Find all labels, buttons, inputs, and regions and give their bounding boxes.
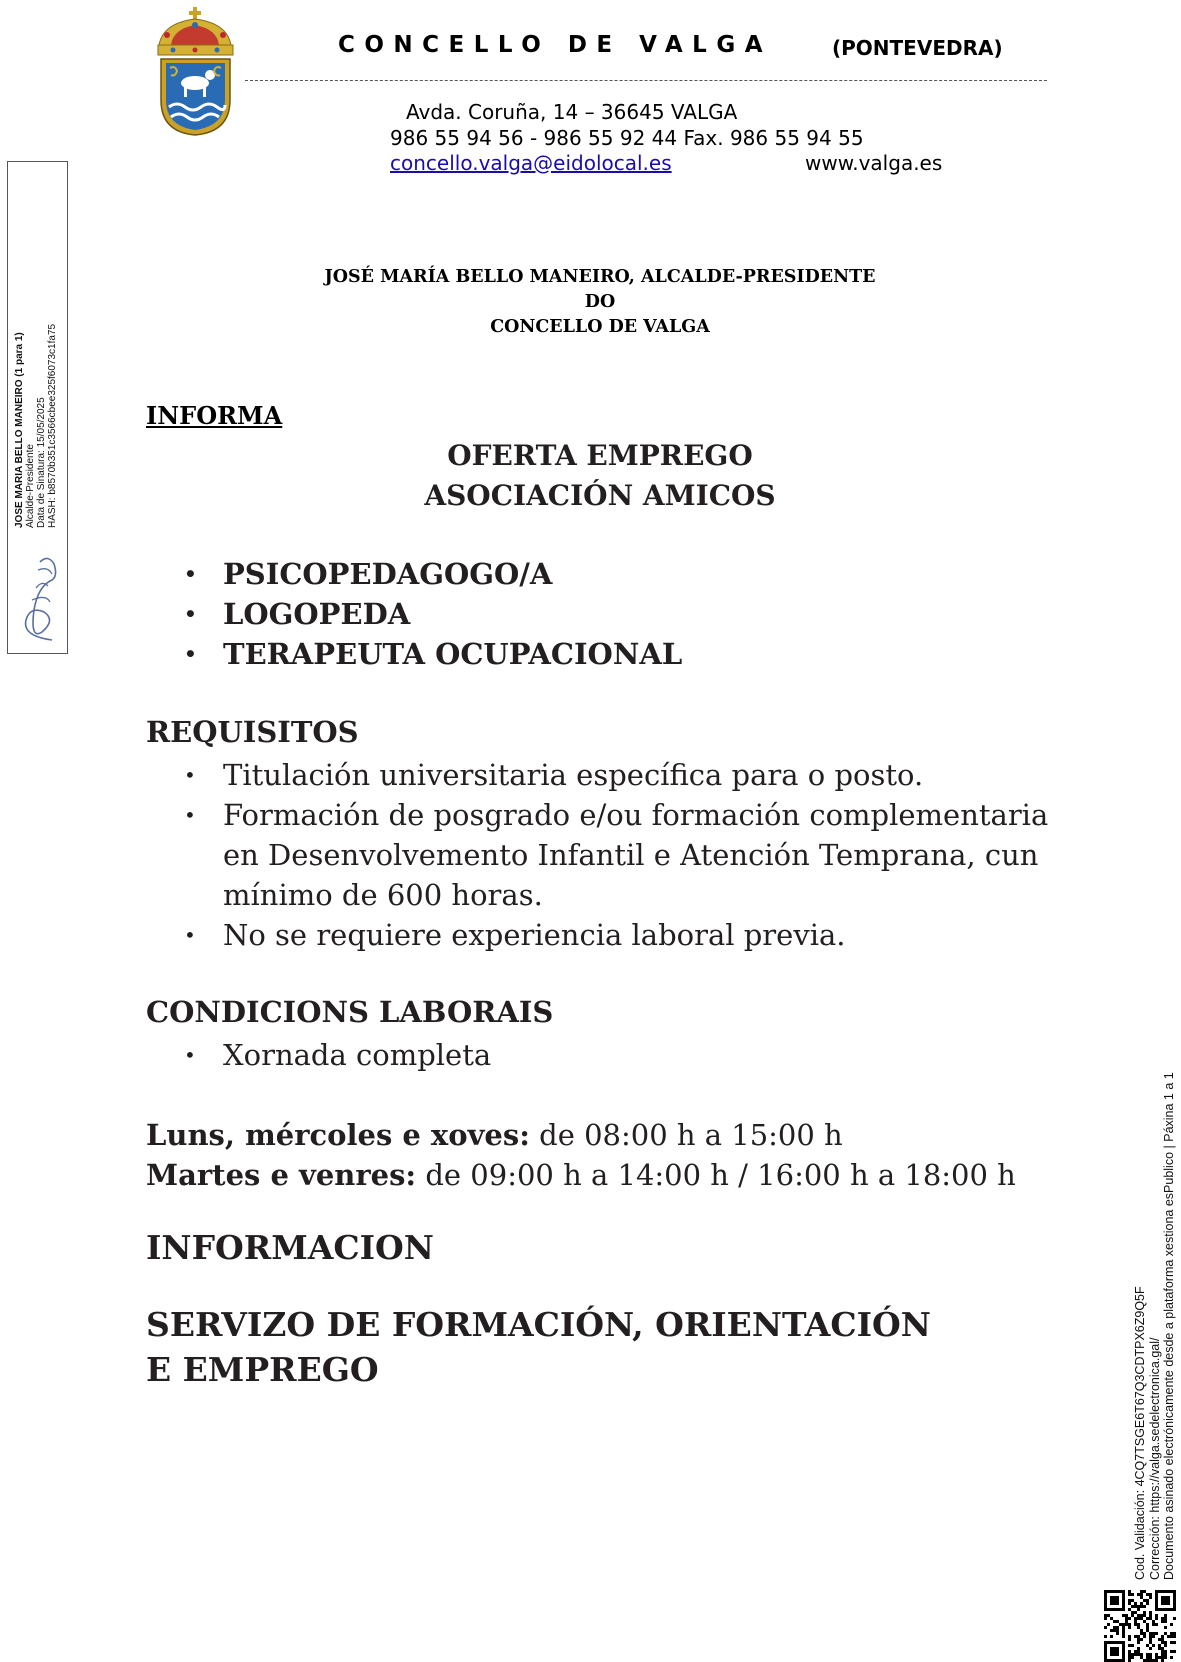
offer-line-1: OFERTA EMPREGO — [447, 439, 753, 472]
service-name: SERVIZO DE FORMACIÓN, ORIENTACIÓN E EMPREGO — [146, 1305, 931, 1389]
validation-note: Documento asinado electrónicamente desde a plataforma xestiona esPublico | Páxina 1 a 1 — [1162, 1072, 1176, 1580]
list-item: • Xornada completa — [180, 1035, 491, 1075]
validation-url: Corrección: https://valga.sedelectronica.gal/ — [1147, 1337, 1162, 1580]
offer-line-2: ASOCIACIÓN AMICOS — [424, 479, 776, 512]
list-item: • PSICOPEDAGOGO/A — [180, 554, 682, 594]
email-link[interactable]: concello.valga@eidolocal.es — [390, 151, 672, 175]
list-item: • Formación de posgrado e/ou formación complementaria en Desenvolvemento Infantil e Atención Temprana, cun mínimo de 600 horas. — [180, 795, 1060, 915]
signer-name: JOSE MARIA BELLO MANEIRO (1 para 1) — [14, 332, 25, 528]
issuer-line-1: JOSÉ MARÍA BELLO MANEIRO, ALCALDE-PRESIDENTE — [324, 267, 876, 287]
signature-date: Data de Sinatura: 15/05/2025 — [36, 397, 47, 528]
issuer-line-2: DO — [584, 292, 616, 312]
municipality-title: CONCELLO DE VALGA — [338, 32, 773, 58]
job-offer-title — [200, 436, 1000, 516]
conditions-heading: CONDICIONS LABORAIS — [146, 995, 554, 1029]
schedule-row-1 — [146, 1115, 843, 1155]
validation-details — [1133, 1072, 1177, 1580]
signature-details — [14, 324, 58, 528]
signer-role: Alcalde-Presidente — [25, 444, 36, 528]
schedule-hours: de 08:00 h a 15:00 h — [529, 1118, 843, 1152]
address: Avda. Coruña, 14 – 36645 VALGA — [406, 100, 738, 124]
list-item: • Titulación universitaria específica para o posto. — [180, 755, 1060, 795]
handwritten-signature — [12, 540, 64, 648]
requirements-list — [180, 755, 1060, 955]
header-divider — [245, 80, 1047, 81]
municipal-coat-of-arms — [153, 5, 238, 137]
schedule-row-2 — [146, 1155, 1016, 1195]
province: (PONTEVEDRA) — [832, 36, 1003, 60]
requirements-heading: REQUISITOS — [146, 715, 359, 749]
issuer-line-3: CONCELLO DE VALGA — [490, 317, 710, 337]
schedule-days: Martes e venres: — [146, 1158, 417, 1192]
positions-list — [180, 554, 682, 674]
phone-numbers: 986 55 94 56 - 986 55 92 44 Fax. 986 55 94 55 — [390, 126, 864, 150]
list-item: • TERAPEUTA OCUPACIONAL — [180, 634, 682, 674]
validation-code: Cod. Validación: 4CQ7TSGE6T67Q3CDTPX6Z9Q5F — [1133, 1286, 1147, 1580]
signature-hash: HASH: b8570b351c3566cbee325f6073c1fa75 — [47, 323, 58, 528]
website: www.valga.es — [805, 151, 943, 175]
schedule-days: Luns, mércoles e xoves: — [146, 1118, 530, 1152]
issuer-block — [200, 265, 1000, 340]
list-item: • No se requiere experiencia laboral previa. — [180, 915, 1060, 955]
conditions-list — [180, 1035, 491, 1075]
schedule-hours: de 09:00 h a 14:00 h / 16:00 h a 18:00 h — [416, 1158, 1016, 1192]
list-item: • LOGOPEDA — [180, 594, 682, 634]
information-heading: INFORMACION — [146, 1228, 434, 1267]
informa-heading: INFORMA — [146, 401, 283, 430]
validation-qr-code — [1104, 1590, 1176, 1662]
